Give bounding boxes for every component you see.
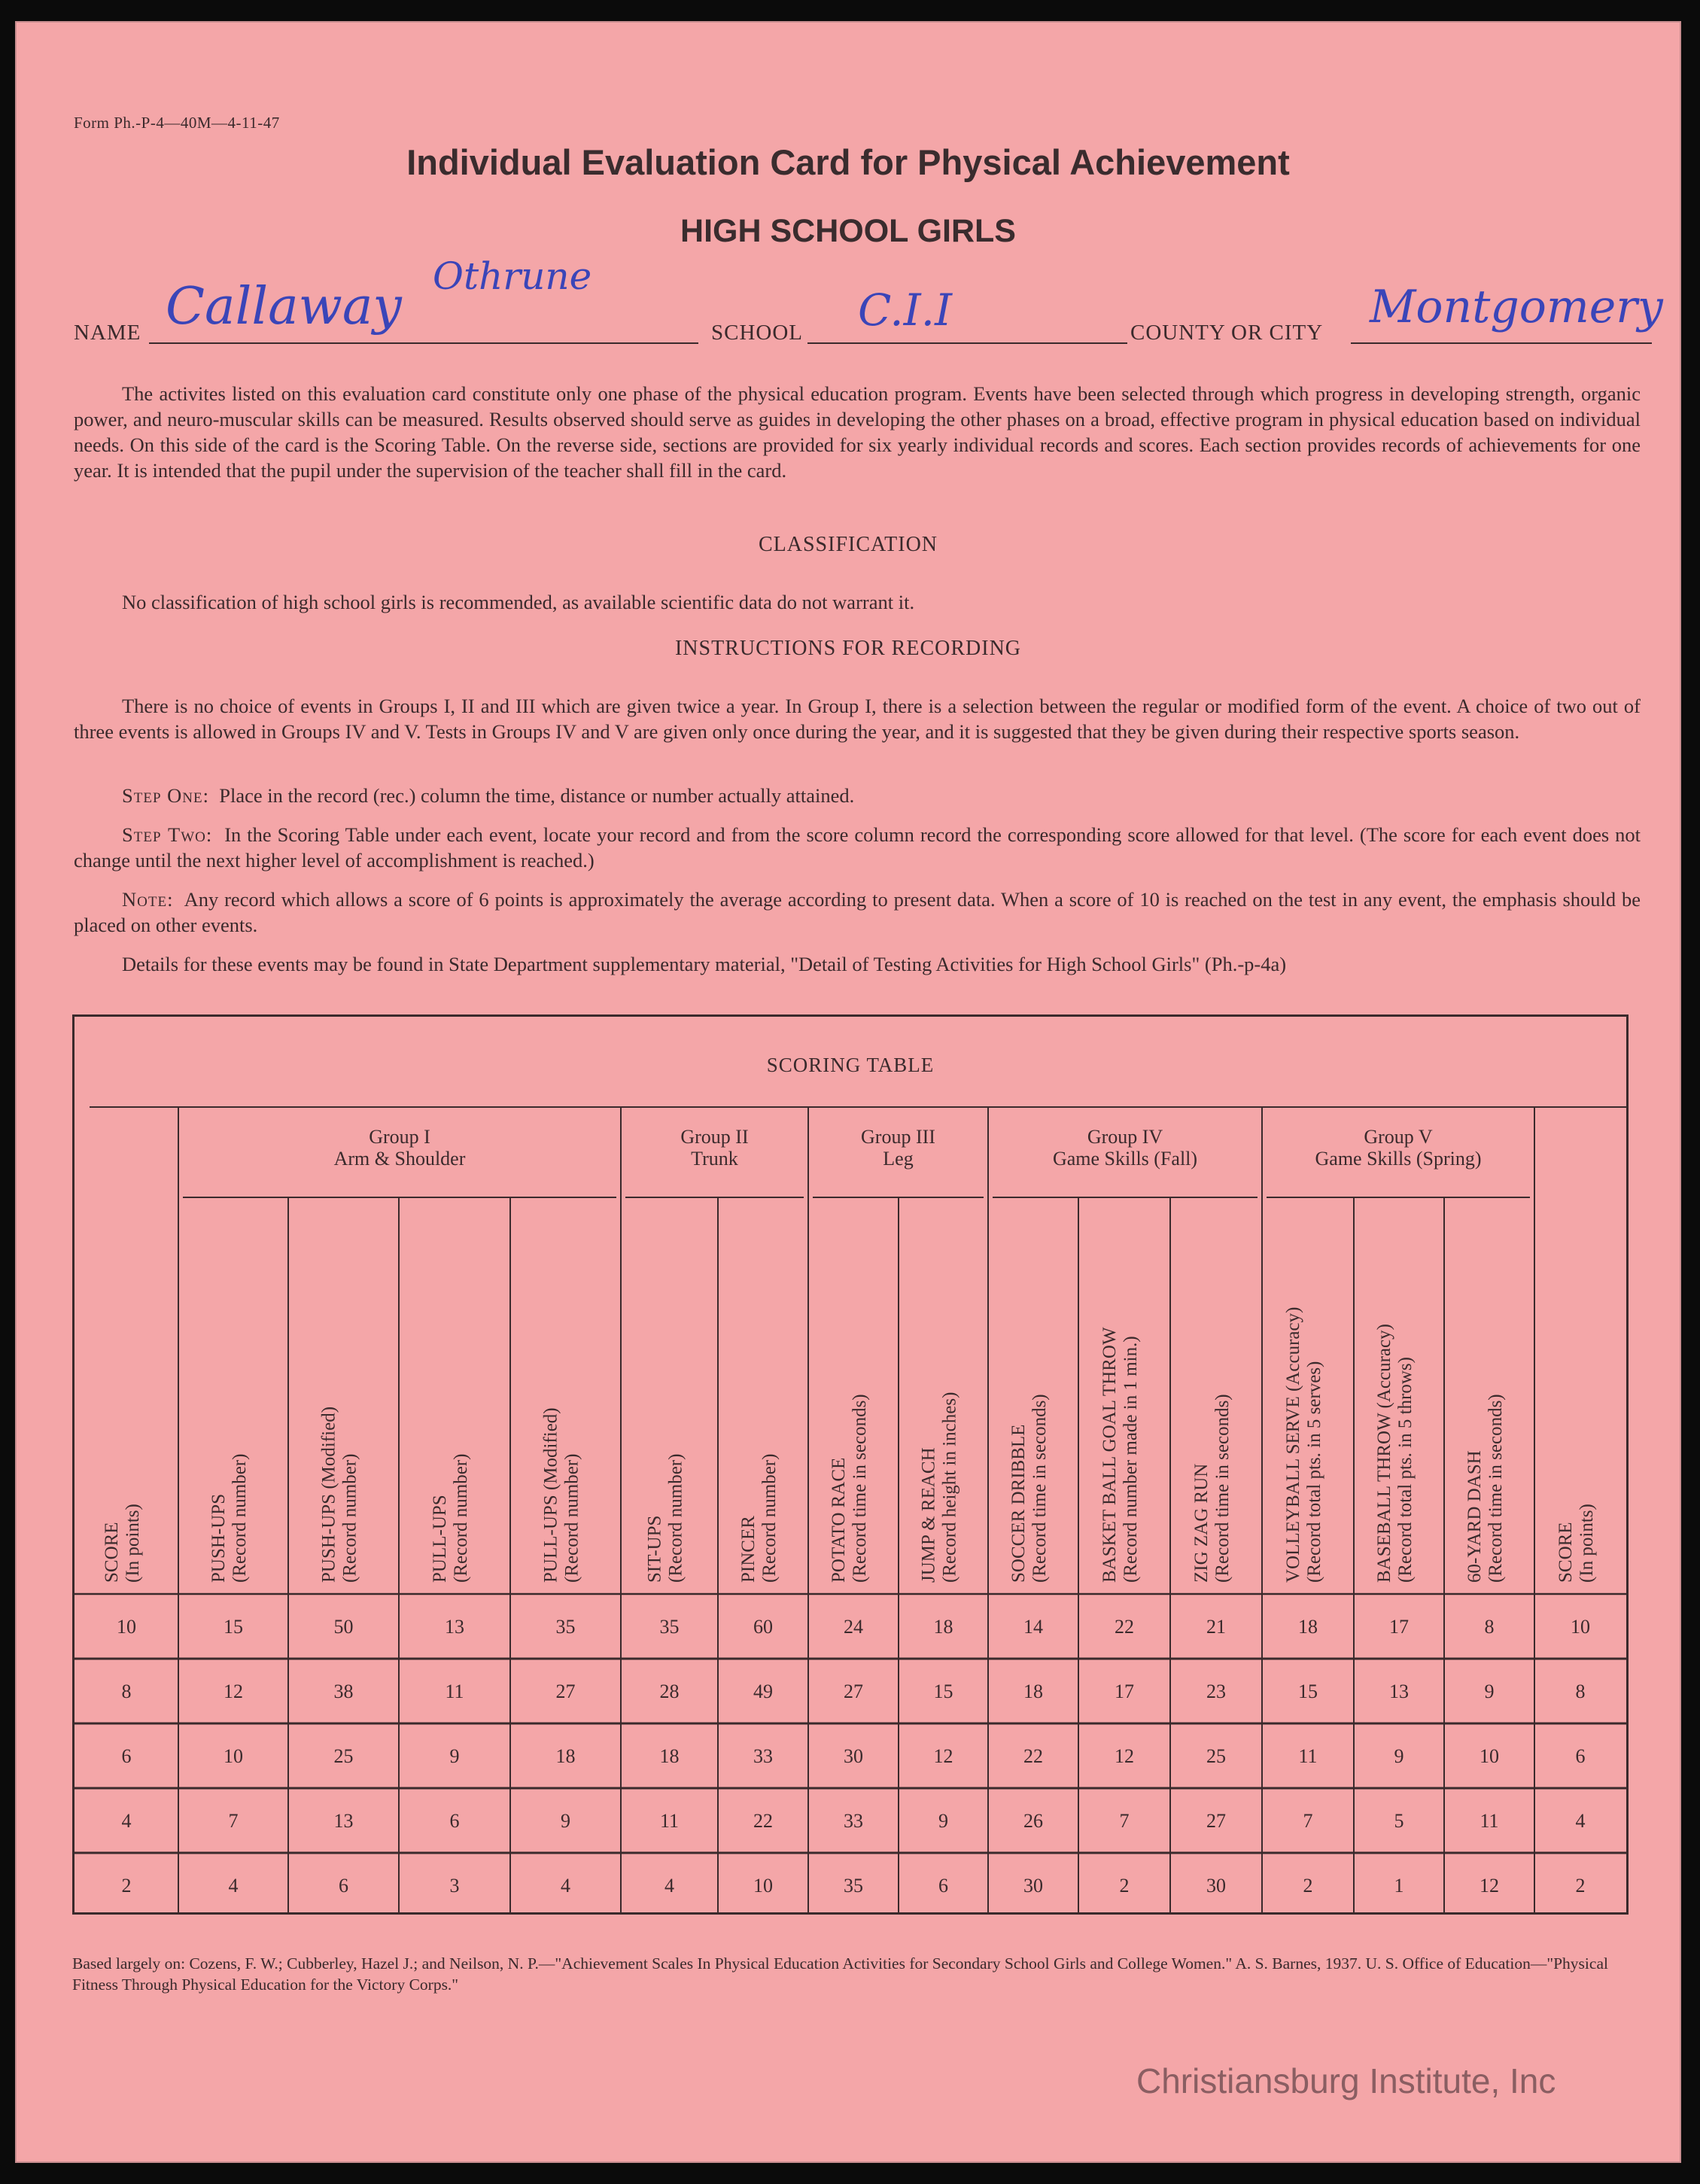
table-cell: 4	[561, 1875, 570, 1897]
instructions-text: There is no choice of events in Groups I, II and III which are given twice a year. In Group I, there is a selection between the regular or modified form of the event. A choice of two out of three events is allowed in Groups IV and V. Tests in Groups IV and V are given only once during the year, and it is suggested that they be given during their respective sports season.	[74, 695, 1641, 743]
scoring-table	[72, 1014, 1629, 1915]
column-header-title: VOLLEYBALL SERVE (Accuracy)	[1283, 1306, 1303, 1583]
table-cell: 50	[333, 1616, 354, 1638]
watermark: Christiansburg Institute, Inc	[1136, 2061, 1556, 2100]
column-header-title: POTATO RACE	[829, 1457, 849, 1583]
table-cell: 12	[1115, 1745, 1134, 1767]
column-header-title: BASEBALL THROW (Accuracy)	[1374, 1324, 1394, 1583]
table-cell: 22	[753, 1810, 773, 1832]
table-cell: 2	[1119, 1875, 1130, 1897]
column-header	[1008, 1394, 1050, 1583]
group-header-subtitle: Game Skills (Spring)	[1315, 1148, 1482, 1170]
column-header	[541, 1407, 582, 1583]
table-cell: 30	[844, 1745, 863, 1767]
step-two	[74, 822, 1641, 873]
column-header	[1191, 1394, 1233, 1583]
table-cell: 27	[844, 1681, 863, 1702]
table-cell: 10	[224, 1745, 243, 1767]
step-two-label: Step Two:	[122, 823, 213, 846]
column-header	[319, 1407, 360, 1583]
name-value-first: Othrune	[433, 254, 592, 298]
column-header-title: ZIG ZAG RUN	[1191, 1463, 1212, 1583]
school-value: C.I.I	[858, 284, 953, 336]
table-cell: 38	[333, 1681, 354, 1702]
note	[74, 887, 1641, 938]
step-one-text: Place in the record (rec.) column the time, distance or number actually attained.	[219, 784, 855, 807]
column-header	[1374, 1324, 1416, 1583]
table-cell: 3	[449, 1875, 460, 1897]
step-one-label: Step One:	[122, 784, 209, 807]
column-header-title: PULL-UPS	[430, 1495, 450, 1583]
table-cell: 49	[753, 1681, 773, 1702]
table-cell: 18	[555, 1745, 576, 1767]
column-header	[1464, 1394, 1506, 1583]
column-header-title: SCORE	[1556, 1522, 1576, 1583]
table-cell: 35	[659, 1616, 680, 1638]
table-cell: 4	[1575, 1810, 1586, 1832]
table-cell: 33	[753, 1745, 773, 1767]
table-cell: 8	[121, 1681, 132, 1702]
card-subtitle: HIGH SCHOOL GIRLS	[680, 213, 1016, 249]
school-label: SCHOOL	[711, 321, 804, 345]
table-cell: 15	[1298, 1681, 1318, 1702]
column-header	[102, 1504, 143, 1583]
table-cell: 10	[1480, 1745, 1499, 1767]
table-cell: 12	[224, 1681, 243, 1702]
column-header-title: PINCER	[738, 1516, 759, 1583]
details-text: Details for these events may be found in State Department supplementary material, "Detail of Testing Activities for High School Girls" (Ph.-p-4a)	[122, 953, 1287, 975]
table-cell: 11	[445, 1681, 464, 1702]
county-value: Montgomery	[1370, 281, 1663, 333]
table-cell: 9	[449, 1745, 460, 1767]
group-header-title: Group V	[1364, 1126, 1433, 1148]
column-header	[430, 1454, 471, 1583]
column-header-title: JUMP & REACH	[918, 1447, 939, 1583]
step-one	[74, 783, 1641, 808]
column-header-subtitle: (In points)	[1577, 1504, 1597, 1583]
note-label: Note:	[122, 888, 174, 911]
table-cell: 12	[933, 1745, 953, 1767]
table-title: SCORING TABLE	[766, 1054, 935, 1076]
table-cell: 9	[1394, 1745, 1404, 1767]
table-cell: 2	[1303, 1875, 1313, 1897]
column-header-title: BASKET BALL GOAL THROW	[1099, 1327, 1120, 1583]
column-header	[1099, 1327, 1141, 1583]
column-header-title: SIT-UPS	[644, 1515, 665, 1583]
group-header-subtitle: Game Skills (Fall)	[1052, 1148, 1198, 1170]
table-cell: 35	[844, 1875, 863, 1897]
table-cell: 30	[1023, 1875, 1043, 1897]
table-cell: 23	[1206, 1681, 1226, 1702]
table-cell: 10	[117, 1616, 136, 1638]
table-cell: 9	[938, 1810, 948, 1832]
name-value: Callaway	[166, 277, 402, 336]
step-two-text: In the Scoring Table under each event, locate your record and from the score column record the corresponding score allowed for that level. (The score for each event does not change until the next higher level of accomplishment is reached.)	[74, 823, 1641, 871]
table-cell: 11	[1480, 1810, 1499, 1832]
table-cell: 30	[1206, 1875, 1226, 1897]
group-header-title: Group I	[369, 1126, 430, 1148]
classification-heading: CLASSIFICATION	[758, 533, 938, 556]
table-cell: 5	[1394, 1810, 1404, 1832]
table-cell: 4	[228, 1875, 239, 1897]
table-cell: 7	[228, 1810, 239, 1832]
footer-citation: Based largely on: Cozens, F. W.; Cubberley, Hazel J.; and Neilson, N. P.—"Achievement Scales In Physical Education Activities for Secondary School Girls and College Women." A. S. Barnes, 1937. U. S. Office of Education—"Physical Fitness Through Physical Education for the Victory Corps."	[72, 1954, 1608, 1994]
table-cell: 18	[1298, 1616, 1318, 1638]
table-cell: 11	[1298, 1745, 1318, 1767]
table-cell: 9	[561, 1810, 570, 1832]
table-cell: 7	[1303, 1810, 1313, 1832]
table-cell: 22	[1023, 1745, 1043, 1767]
column-header-subtitle: (Record total pts. in 5 serves)	[1304, 1361, 1324, 1583]
column-header-subtitle: (Record number)	[451, 1453, 471, 1583]
column-header	[208, 1454, 250, 1583]
intro-paragraph: The activites listed on this evaluation card constitute only one phase of the physical education program. Events have been selected through which progress in developing strength, organic power, and neuro-muscular skills can be measured. Results observed should serve as guides in developing the other phases on a broad, effective program in physical education based on individual needs. On this side of the card is the Scoring Table. On the reverse side, sections are provided for six yearly individual records and scores. Each section provides records of achievements for one year. It is intended that the pupil under the supervision of the teacher shall fill in the card.	[74, 382, 1641, 482]
name-label: NAME	[74, 321, 141, 345]
column-header	[1283, 1307, 1324, 1583]
table-cell: 17	[1115, 1681, 1134, 1702]
table-cell: 10	[753, 1875, 773, 1897]
table-cell: 7	[1119, 1810, 1130, 1832]
table-cell: 27	[1206, 1810, 1226, 1832]
column-header-title: PULL-UPS (Modified)	[540, 1407, 561, 1583]
column-header	[829, 1394, 870, 1583]
table-cell: 11	[659, 1810, 680, 1832]
name-underline	[149, 342, 698, 344]
table-cell: 33	[844, 1810, 863, 1832]
group-header-title: Group II	[680, 1126, 749, 1148]
table-cell: 18	[1023, 1681, 1043, 1702]
column-header-title: 60-YARD DASH	[1464, 1450, 1485, 1583]
column-header-subtitle: (Record number)	[759, 1453, 780, 1583]
column-header-subtitle: (Record time in seconds)	[850, 1394, 870, 1583]
table-cell: 60	[753, 1616, 773, 1638]
table-cell: 17	[1389, 1616, 1409, 1638]
table-cell: 4	[121, 1810, 132, 1832]
group-header-subtitle: Trunk	[691, 1148, 738, 1170]
classification-text: No classification of high school girls is recommended, as available scientific data do not warrant it.	[122, 591, 915, 613]
group-header-subtitle: Leg	[883, 1148, 914, 1170]
evaluation-card	[15, 21, 1681, 2163]
table-cell: 13	[333, 1810, 354, 1832]
group-header-subtitle: Arm & Shoulder	[333, 1148, 466, 1170]
table-cell: 8	[1575, 1681, 1586, 1702]
table-cell: 13	[1389, 1681, 1409, 1702]
column-header-subtitle: (Record number)	[230, 1453, 250, 1583]
table-cell: 1	[1394, 1875, 1404, 1897]
card-title: Individual Evaluation Card for Physical Achievement	[406, 142, 1290, 182]
column-header-subtitle: (Record time in seconds)	[1212, 1394, 1233, 1583]
column-header-title: PUSH-UPS	[208, 1493, 229, 1583]
table-cell: 35	[555, 1616, 576, 1638]
table-cell: 6	[339, 1875, 348, 1897]
county-underline	[1351, 342, 1652, 344]
scoring-table-grid	[75, 1017, 1626, 1912]
column-header-title: SOCCER DRIBBLE	[1008, 1424, 1029, 1583]
table-cell: 13	[445, 1616, 464, 1638]
table-cell: 14	[1023, 1616, 1043, 1638]
table-cell: 28	[659, 1681, 680, 1702]
table-cell: 26	[1023, 1810, 1043, 1832]
table-cell: 22	[1115, 1616, 1134, 1638]
table-cell: 25	[1206, 1745, 1226, 1767]
column-header-subtitle: (Record number made in 1 min.)	[1121, 1336, 1141, 1583]
table-cell: 27	[555, 1681, 576, 1702]
column-header	[919, 1392, 960, 1583]
table-cell: 15	[224, 1616, 243, 1638]
table-cell: 10	[1571, 1616, 1590, 1638]
table-cell: 18	[659, 1745, 680, 1767]
column-header	[738, 1454, 780, 1583]
column-header	[645, 1454, 686, 1583]
table-cell: 6	[1575, 1745, 1586, 1767]
table-cell: 2	[1575, 1875, 1586, 1897]
column-header-subtitle: (Record number)	[561, 1453, 582, 1583]
county-label: COUNTY OR CITY	[1130, 321, 1324, 345]
group-header-title: Group IV	[1087, 1126, 1163, 1148]
table-cell: 21	[1206, 1616, 1226, 1638]
column-header-title: PUSH-UPS (Modified)	[318, 1406, 339, 1583]
column-header-subtitle: (Record time in seconds)	[1486, 1394, 1506, 1583]
school-underline	[807, 342, 1127, 344]
column-header-subtitle: (Record number)	[665, 1453, 686, 1583]
column-header-subtitle: (Record time in seconds)	[1029, 1394, 1050, 1583]
table-cell: 8	[1484, 1616, 1495, 1638]
table-cell: 9	[1484, 1681, 1495, 1702]
table-cell: 25	[333, 1745, 354, 1767]
table-cell: 18	[933, 1616, 953, 1638]
table-cell: 6	[938, 1875, 948, 1897]
column-header-subtitle: (Record total pts. in 5 throws)	[1395, 1357, 1416, 1583]
column-header	[1556, 1504, 1597, 1583]
column-header-subtitle: (In points)	[123, 1504, 143, 1583]
instructions-heading: INSTRUCTIONS FOR RECORDING	[674, 637, 1022, 660]
column-header-subtitle: (Record number)	[339, 1453, 360, 1583]
table-cell: 6	[121, 1745, 132, 1767]
note-text: Any record which allows a score of 6 points is approximately the average according to present data. When a score of 10 is reached on the test in any event, the emphasis should be placed on other events.	[74, 888, 1641, 936]
table-cell: 12	[1480, 1875, 1499, 1897]
group-header-title: Group III	[861, 1126, 935, 1148]
table-cell: 6	[449, 1810, 460, 1832]
table-cell: 4	[664, 1875, 674, 1897]
column-header-subtitle: (Record height in inches)	[939, 1392, 960, 1583]
table-cell: 24	[844, 1616, 863, 1638]
table-cell: 15	[933, 1681, 953, 1702]
table-cell: 2	[121, 1875, 132, 1897]
form-number: Form Ph.-P-4—40M—4-11-47	[74, 114, 280, 132]
column-header-title: SCORE	[102, 1522, 122, 1583]
